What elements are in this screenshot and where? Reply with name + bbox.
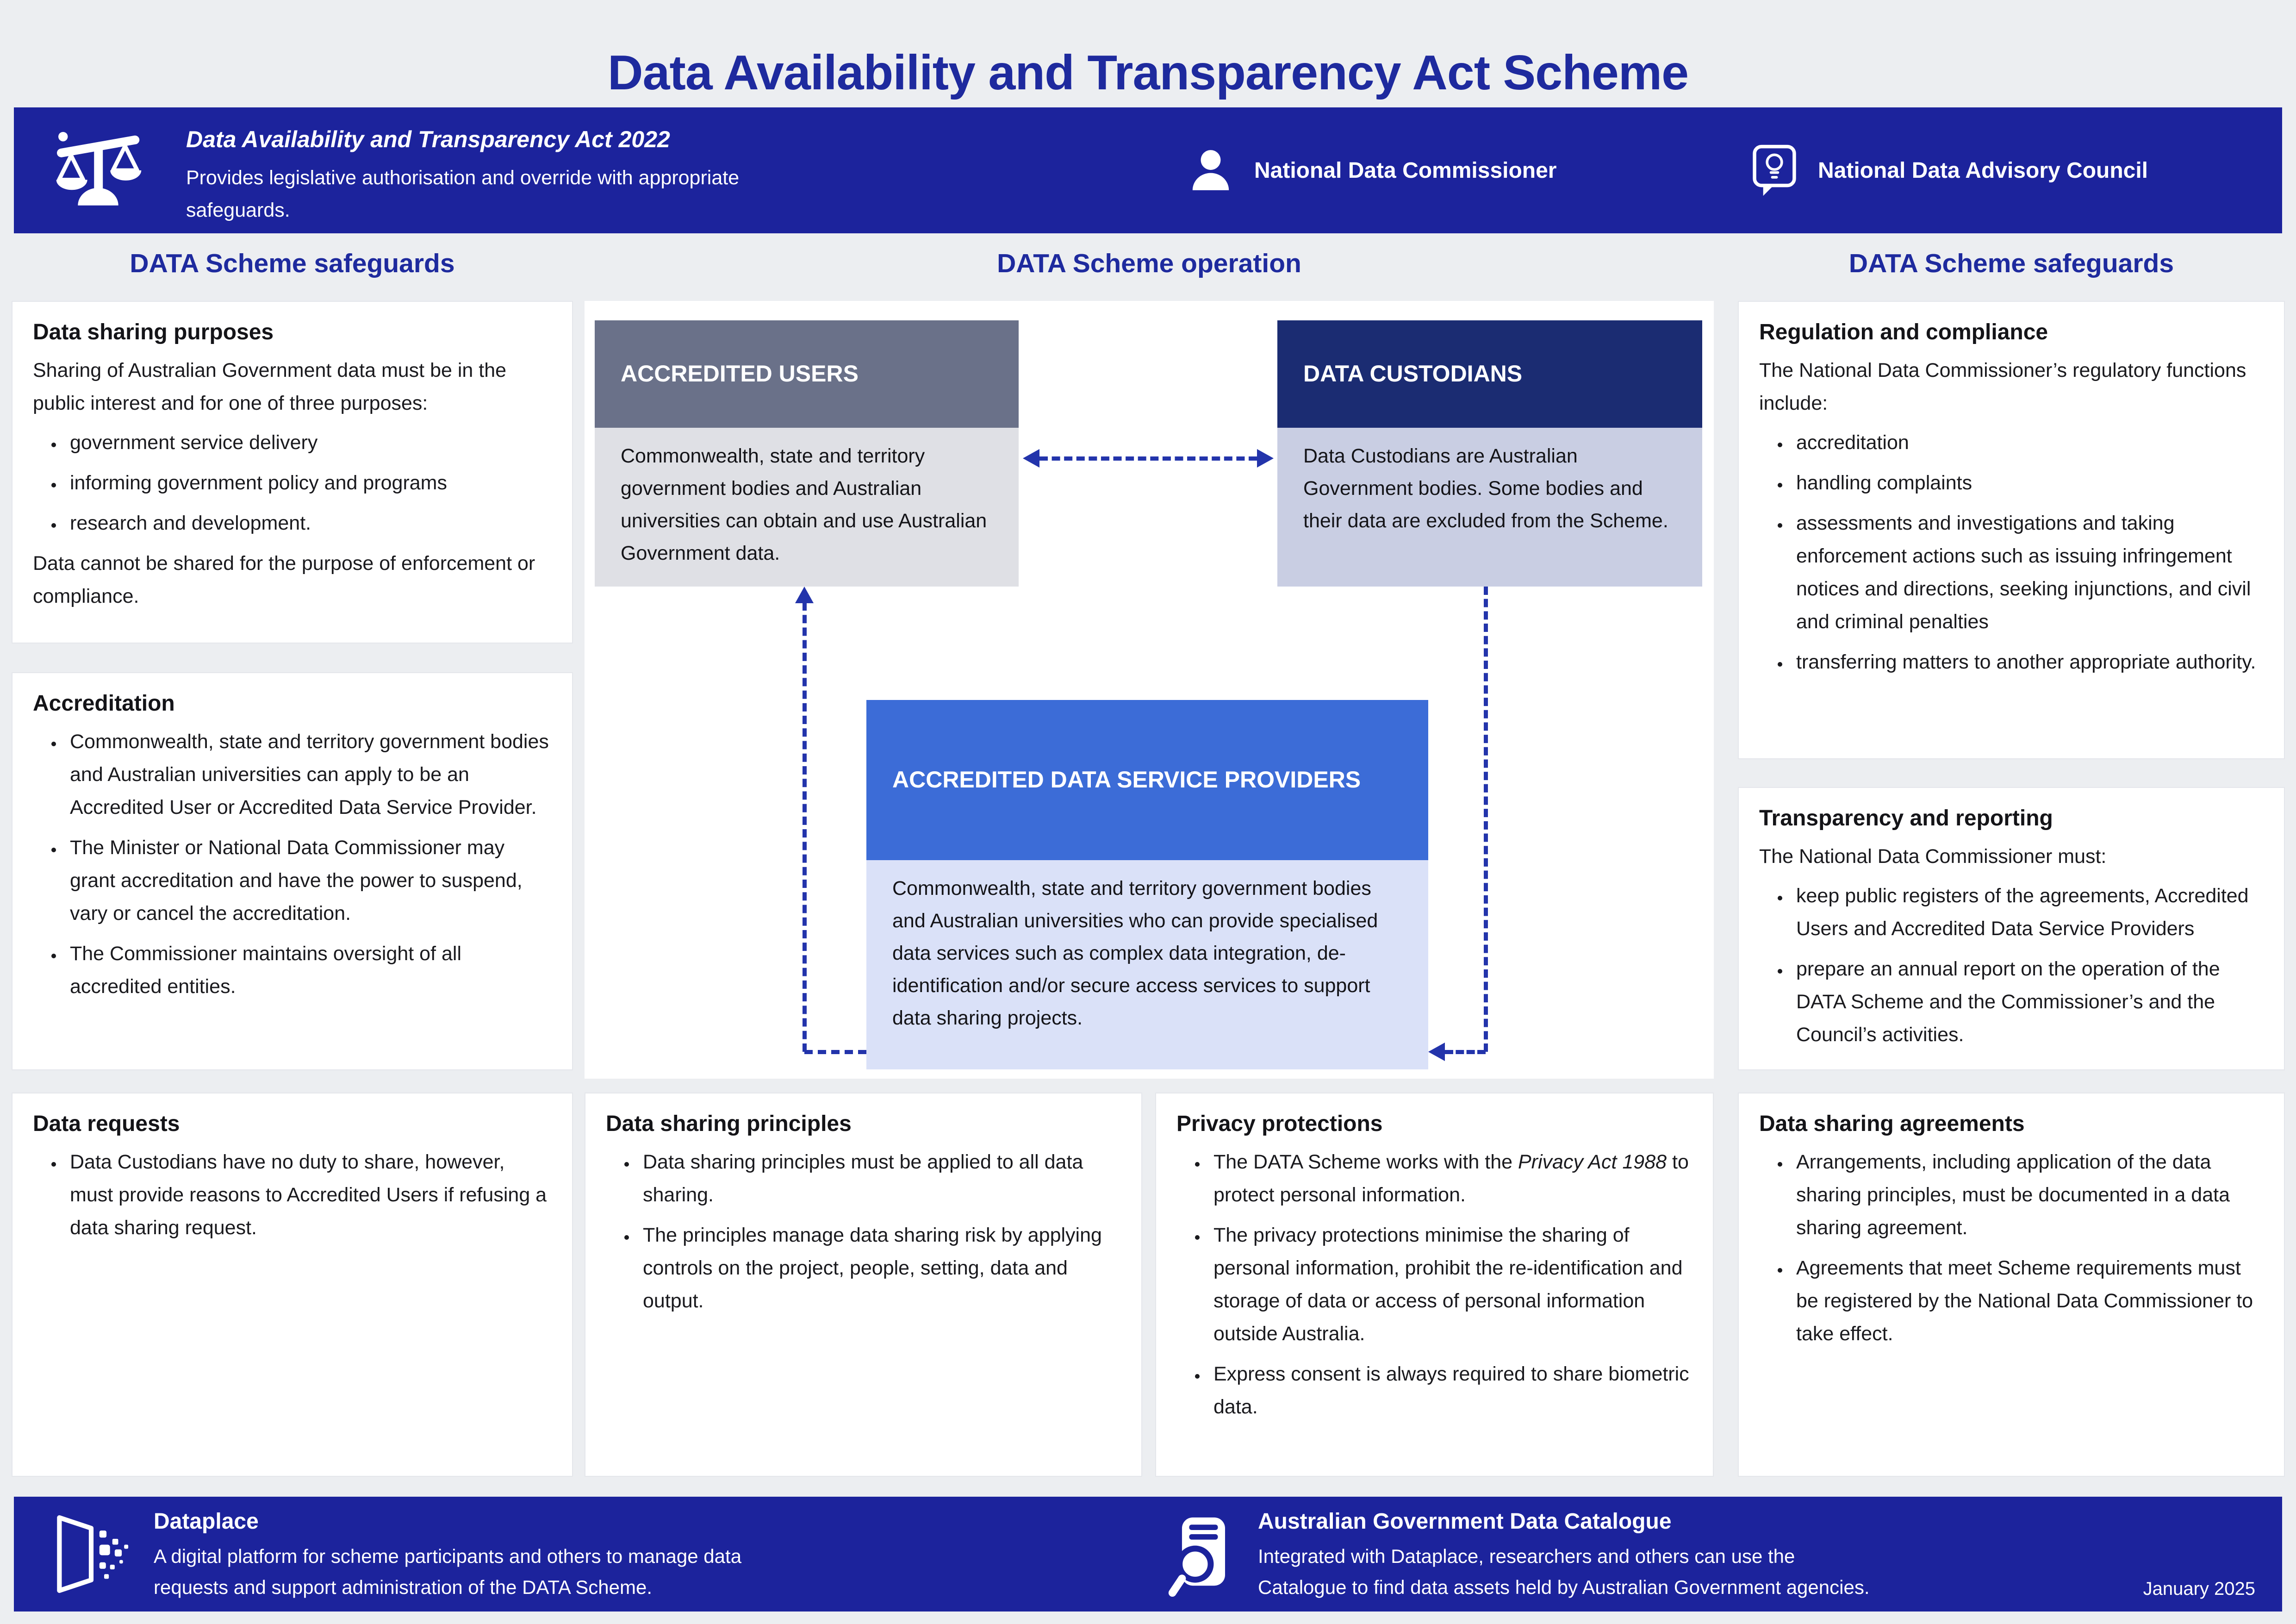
bullet-item: • research and development.	[63, 507, 552, 540]
card-regulation-and-compliance	[1738, 301, 2285, 759]
card-title: Transparency and reporting	[1759, 806, 2053, 831]
bullet-list	[33, 426, 552, 540]
act-banner	[14, 107, 2282, 233]
bullet-item: • assessments and investigations and taking enforcement actions such as issuing infringement notices and directions, seeking injunctions, and civil and criminal penalties	[1790, 507, 2264, 638]
dataplace-title: Dataplace	[154, 1509, 259, 1534]
bullet-list	[33, 725, 552, 1003]
accredited-users-box	[595, 320, 1019, 587]
adsp-header: ACCREDITED DATA SERVICE PROVIDERS	[866, 700, 1428, 860]
council-item	[1748, 107, 2148, 233]
bullet-item: • accreditation	[1790, 426, 2264, 459]
bullet-item: • government service delivery	[63, 426, 552, 459]
dataplace-text-block	[154, 1509, 940, 1603]
custodians-to-adsp-vertical-line	[1484, 587, 1488, 1052]
act-description: Provides legislative authorisation and override with appropriate safeguards.	[186, 167, 740, 221]
bullet-item: • transferring matters to another appropriate authority.	[1790, 646, 2264, 679]
card-title: Data sharing principles	[606, 1112, 852, 1136]
bullet-list	[1176, 1146, 1692, 1424]
data-catalogue-icon	[1162, 1512, 1239, 1597]
card-outro: Data cannot be shared for the purpose of enforcement or compliance.	[33, 552, 535, 607]
arrowhead-to-adsp-icon	[1428, 1043, 1445, 1061]
scales-icon	[48, 123, 148, 218]
bullet-item: • Data sharing principles must be applied to all data sharing.	[636, 1146, 1121, 1212]
arrowhead-up-to-users-icon	[795, 587, 814, 603]
commissioner-item	[1185, 107, 1556, 233]
bullet-item: • Commonwealth, state and territory government bodies and Australian universities can apply to be an Accredited User or Accredited Data Service Provider.	[63, 725, 552, 824]
data-custodians-body: Data Custodians are Australian Government bodies. Some bodies and their data are excluded from the Scheme.	[1277, 428, 1702, 587]
adsp-to-users-vertical-line	[803, 602, 807, 1052]
bullet-list	[1759, 880, 2264, 1051]
card-title: Data sharing purposes	[33, 320, 274, 344]
bullet-item: • prepare an annual report on the operation of the DATA Scheme and the Commissioner’s and the Council’s activities.	[1790, 953, 2264, 1051]
custodians-to-adsp-horizontal-line	[1445, 1050, 1486, 1054]
arrowhead-to-custodians-icon	[1257, 449, 1274, 468]
card-title: Privacy protections	[1176, 1112, 1383, 1136]
dataplace-description: A digital platform for scheme participants and others to manage data requests and support administration of the DATA Scheme.	[154, 1545, 742, 1599]
adsp-to-users-horizontal-line	[804, 1050, 866, 1054]
bullet-item: • The Minister or National Data Commissioner may grant accreditation and have the power to suspend, vary or cancel the accreditation.	[63, 831, 552, 930]
card-data-sharing-agreements	[1738, 1093, 2285, 1477]
card-data-sharing-principles	[585, 1093, 1142, 1477]
lightbulb-speech-icon	[1748, 143, 1800, 198]
bullet-list	[1759, 426, 2264, 679]
bullet-item: • informing government policy and programs	[63, 467, 552, 500]
catalogue-text-block	[1258, 1509, 2072, 1603]
accredited-users-body: Commonwealth, state and territory government bodies and Australian universities can obtain and use Australian Government data.	[595, 428, 1019, 587]
person-icon	[1185, 144, 1237, 196]
card-transparency-and-reporting	[1738, 787, 2285, 1070]
bullet-item: • Data Custodians have no duty to share, however, must provide reasons to Accredited Users if refusing a data sharing request.	[63, 1146, 552, 1244]
bullet-item: • Arrangements, including application of the data sharing principles, must be documented in a data sharing agreement.	[1790, 1146, 2264, 1244]
card-intro: The National Data Commissioner must:	[1759, 845, 2107, 868]
bullet-item: • The DATA Scheme works with the Privacy Act 1988 to protect personal information.	[1207, 1146, 1692, 1212]
card-data-sharing-purposes	[12, 301, 573, 643]
council-label: National Data Advisory Council	[1818, 158, 2148, 183]
column-header-operation: DATA Scheme operation	[997, 249, 1301, 278]
card-data-requests	[12, 1093, 573, 1477]
column-header-safeguards-left: DATA Scheme safeguards	[130, 249, 455, 278]
card-title: Accreditation	[33, 691, 175, 716]
bullet-item: • handling complaints	[1790, 467, 2264, 500]
adsp-body: Commonwealth, state and territory government bodies and Australian universities who can provide specialised data services such as complex data integration, de-identification and/or secure access services to support data sharing projects.	[866, 860, 1428, 1069]
column-header-safeguards-right: DATA Scheme safeguards	[1848, 249, 2174, 278]
card-title: Data requests	[33, 1112, 180, 1136]
card-privacy-protections	[1155, 1093, 1714, 1477]
bullet-item: • The privacy protections minimise the sharing of personal information, prohibit the re-identification and storage of data or access of personal information outside Australia.	[1207, 1219, 1692, 1350]
dataplace-icon	[50, 1512, 132, 1596]
catalogue-title: Australian Government Data Catalogue	[1258, 1509, 1672, 1534]
bullet-item: • keep public registers of the agreements, Accredited Users and Accredited Data Service Providers	[1790, 880, 2264, 945]
card-title: Data sharing agreements	[1759, 1112, 2025, 1136]
accredited-users-header: ACCREDITED USERS	[595, 320, 1019, 428]
bullet-item: • Agreements that meet Scheme requirements must be registered by the National Data Commissioner to take effect.	[1790, 1252, 2264, 1350]
card-intro: The National Data Commissioner’s regulatory functions include:	[1759, 359, 2246, 414]
commissioner-label: National Data Commissioner	[1254, 158, 1557, 183]
bullet-item: • The principles manage data sharing risk by applying controls on the project, people, setting, data and output.	[636, 1219, 1121, 1318]
users-custodians-connector-line	[1039, 456, 1257, 461]
bullet-list	[1759, 1146, 2264, 1350]
accredited-data-service-providers-box	[866, 700, 1428, 1069]
data-custodians-header: DATA CUSTODIANS	[1277, 320, 1702, 428]
act-text-block	[186, 126, 945, 226]
bullet-item: • Express consent is always required to share biometric data.	[1207, 1358, 1692, 1424]
page-title: Data Availability and Transparency Act Scheme	[607, 45, 1689, 100]
card-accreditation	[12, 672, 573, 1070]
bullet-item: • The Commissioner maintains oversight of all accredited entities.	[63, 937, 552, 1003]
bullet-list	[606, 1146, 1121, 1318]
card-intro: Sharing of Australian Government data must be in the public interest and for one of three purposes:	[33, 359, 507, 414]
arrowhead-to-users-icon	[1023, 449, 1039, 468]
card-title: Regulation and compliance	[1759, 320, 2048, 344]
catalogue-description: Integrated with Dataplace, researchers and others can use the Catalogue to find data assets held by Australian Government agencies.	[1258, 1545, 1870, 1599]
footer-banner	[14, 1497, 2282, 1612]
data-custodians-box	[1277, 320, 1702, 587]
bullet-list	[33, 1146, 552, 1244]
footer-date: January 2025	[2143, 1579, 2255, 1599]
act-title: Data Availability and Transparency Act 2022	[186, 126, 670, 152]
